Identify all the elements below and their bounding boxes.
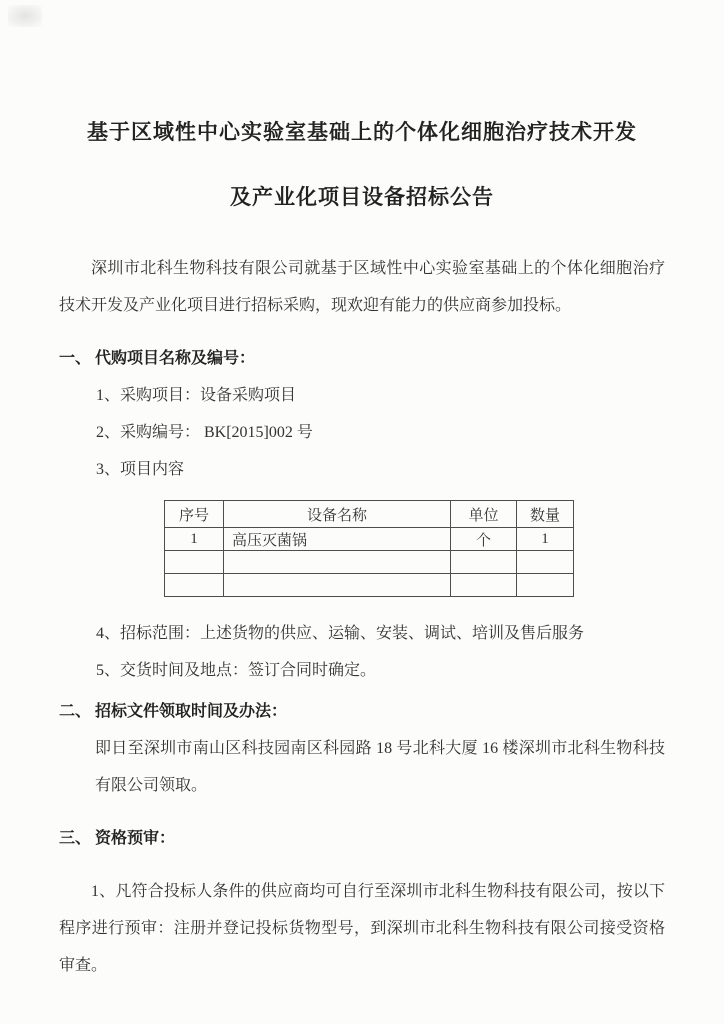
section-two-heading — [59, 693, 665, 730]
header-qty: 数量 — [517, 501, 574, 528]
section-three-heading — [59, 820, 665, 857]
cell-qty: 1 — [517, 528, 574, 551]
document-title-line2: 及产业化项目设备招标公告 — [230, 185, 494, 209]
cell-unit — [451, 574, 517, 597]
section-one-heading — [59, 340, 665, 377]
section-one-number: 一、 — [59, 350, 92, 367]
section-one-item-2: 2、采购编号： BK[2015]002 号 — [96, 424, 313, 441]
header-unit: 单位 — [451, 501, 517, 528]
table-row — [165, 528, 574, 551]
equipment-table-header-row — [165, 501, 574, 528]
cell-name — [224, 551, 451, 574]
table-row — [165, 574, 574, 597]
cell-name — [224, 574, 451, 597]
document-title-line1: 基于区域性中心实验室基础上的个体化细胞治疗技术开发 — [87, 120, 637, 144]
section-three-number: 三、 — [59, 830, 92, 847]
header-seq: 序号 — [165, 501, 224, 528]
cell-unit: 个 — [451, 528, 517, 551]
section-two-body: 即日至深圳市南山区科技园南区科园路 18 号北科大厦 16 楼深圳市北科生物科技有限公司领取。 — [95, 740, 665, 794]
cell-unit — [451, 551, 517, 574]
cell-name: 高压灭菌锅 — [224, 528, 451, 551]
intro-paragraph: 深圳市北科生物科技有限公司就基于区域性中心实验室基础上的个体化细胞治疗技术开发及产业化项目进行招标采购，现欢迎有能力的供应商参加投标。 — [59, 260, 665, 314]
section-three-body: 1、凡符合投标人条件的供应商均可自行至深圳市北科生物科技有限公司，按以下程序进行预审：注册并登记投标货物型号，到深圳市北科生物科技有限公司接受资格审查。 — [59, 883, 665, 974]
section-two-title: 招标文件领取时间及办法： — [95, 703, 288, 720]
section-one-item-5: 5、交货时间及地点：签订合同时确定。 — [96, 662, 377, 679]
section-one-item-1: 1、采购项目：设备采购项目 — [96, 387, 297, 404]
cell-qty — [517, 551, 574, 574]
cell-seq: 1 — [165, 528, 224, 551]
section-three-title: 资格预审： — [95, 830, 176, 847]
section-two-number: 二、 — [59, 703, 92, 720]
equipment-table-wrapper — [164, 500, 665, 597]
section-one-item-4: 4、招标范围：上述货物的供应、运输、安装、调试、培训及售后服务 — [96, 625, 585, 642]
equipment-table — [164, 500, 574, 597]
cell-qty — [517, 574, 574, 597]
cell-seq — [165, 551, 224, 574]
section-one-title: 代购项目名称及编号： — [95, 350, 256, 367]
section-one-item-3: 3、项目内容 — [96, 461, 185, 478]
table-row — [165, 551, 574, 574]
cell-seq — [165, 574, 224, 597]
header-name: 设备名称 — [224, 501, 451, 528]
